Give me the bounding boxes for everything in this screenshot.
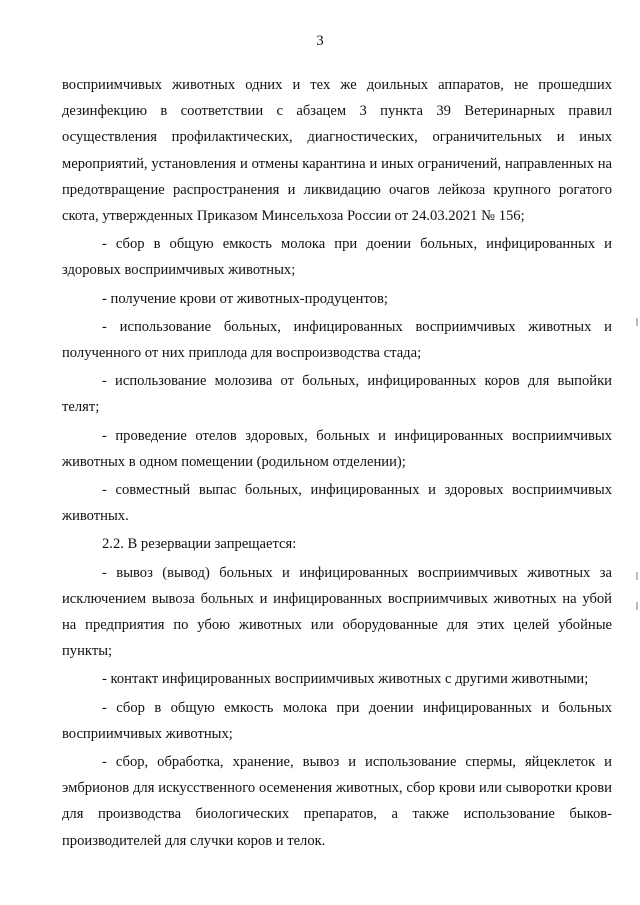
scan-edge-mark — [636, 318, 638, 326]
scan-edge-mark — [636, 572, 638, 580]
paragraph-continuation: восприимчивых животных одних и тех же доильных аппаратов, не прошедших дезинфекцию в соответствии с абзацем 3 пункта 39 Ветеринарных правил осуществления профилактических, диагностических, ограничительных и иных мероприятий, установления и отмены карантина и иных ограничений, направленных на предотвращение распространения и ликвидацию очагов лейкоза крупного рогатого скота, утвержденных Приказом Минсельхоза России от 24.03.2021 № 156; — [62, 77, 612, 225]
page-number: 3 — [316, 33, 324, 49]
list-item-calving: - проведение отелов здоровых, больных и инфицированных восприимчивых животных в одном помещении (родильном отделении); — [62, 427, 612, 470]
list-item-blood-collection: - получение крови от животных-продуцентов; — [102, 290, 388, 307]
section-heading-2-2: 2.2. В резервации запрещается: — [102, 536, 297, 553]
list-item-animal-removal: - вывоз (вывод) больных и инфицированных восприимчивых животных за исключением вывоза больных и инфицированных восприимчивых животных на убой на предприятия по убою животных или оборудованные для этих целей убойные пункты; — [62, 564, 612, 660]
list-item-milk-collection: - сбор в общую емкость молока при доении больных, инфицированных и здоровых восприимчивых животных; — [62, 236, 612, 279]
scan-edge-mark — [636, 602, 638, 610]
document-body — [62, 72, 612, 854]
list-item-animal-contact: - контакт инфицированных восприимчивых животных с другими животными; — [102, 671, 589, 688]
list-item-milk-collection-reservation: - сбор в общую емкость молока при доении инфицированных и больных восприимчивых животных; — [62, 699, 612, 742]
list-item-herd-reproduction: - использование больных, инфицированных восприимчивых животных и полученного от них приплода для воспроизводства стада; — [62, 318, 612, 362]
list-item-joint-grazing: - совместный выпас больных, инфицированных и здоровых восприимчивых животных. — [62, 482, 612, 525]
list-item-colostrum-use: - использование молозива от больных, инфицированных коров для выпойки телят; — [62, 373, 612, 416]
list-item-sperm-embryo-handling: - сбор, обработка, хранение, вывоз и использование спермы, яйцеклеток и эмбрионов для искусственного осеменения животных, сбор крови или сыворотки крови для производства биологических препаратов, а также использование быков-производителей для случки коров и телок. — [62, 754, 612, 849]
